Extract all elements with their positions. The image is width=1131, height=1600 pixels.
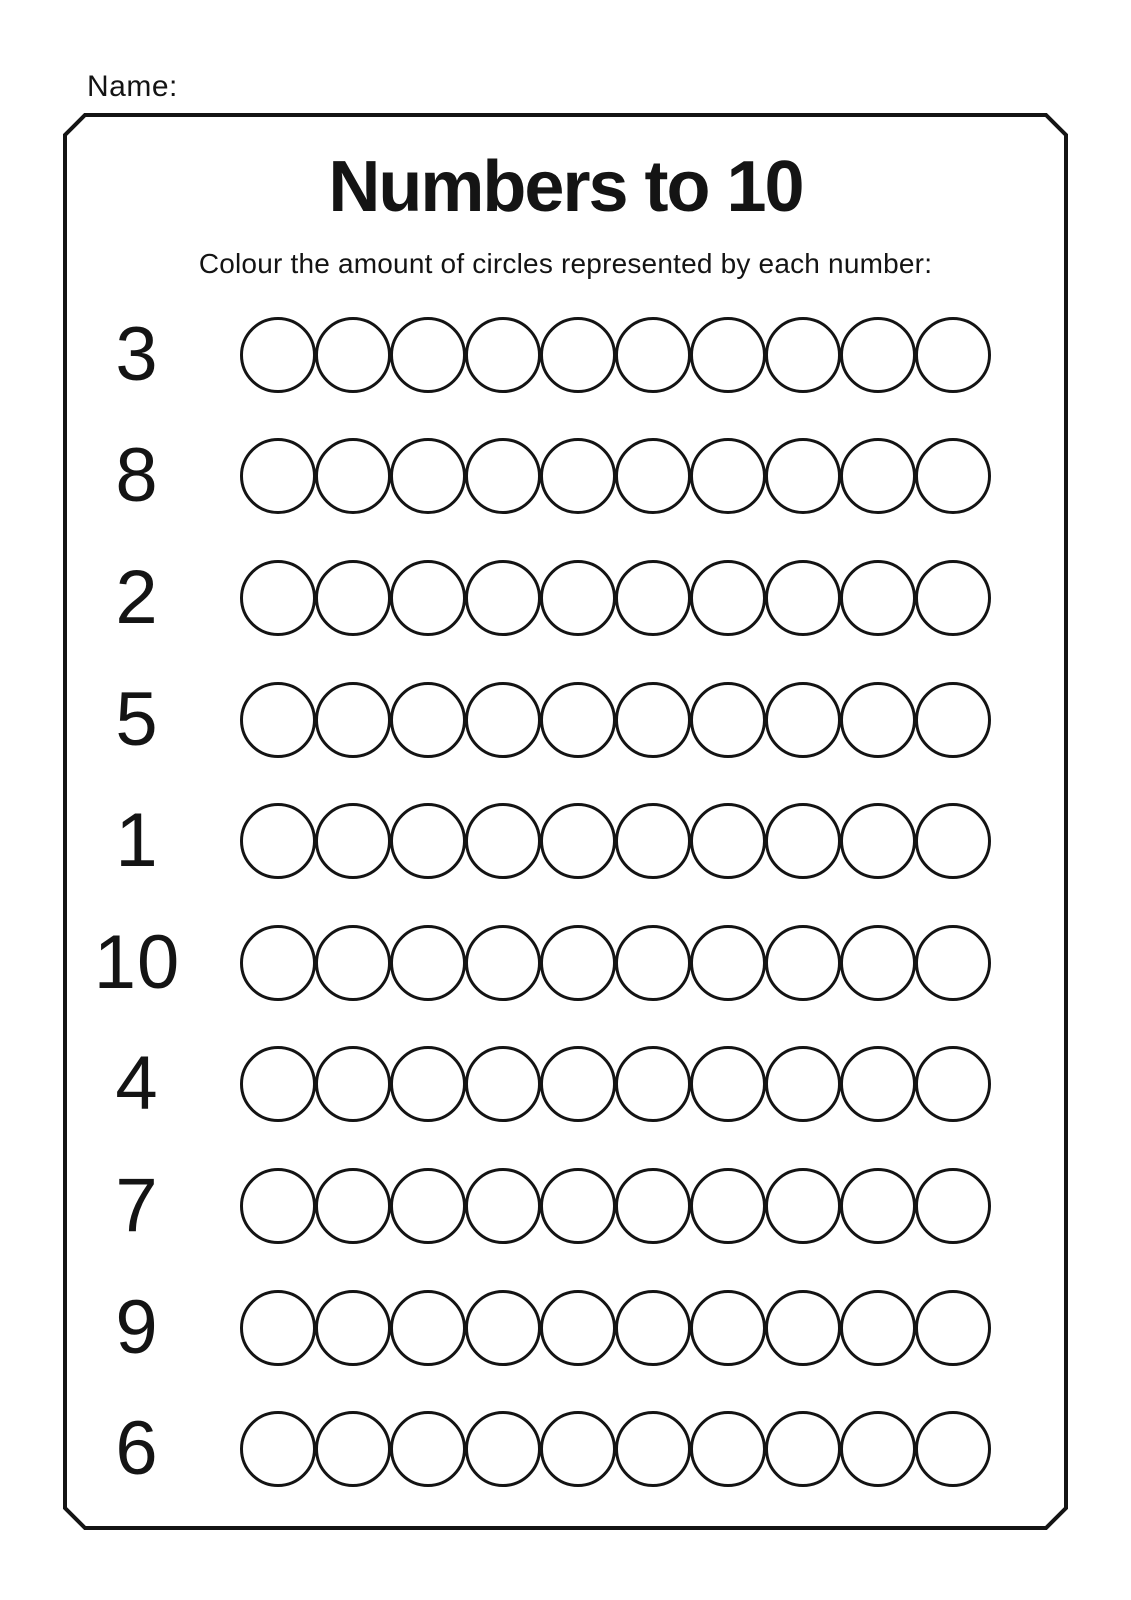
colour-circle[interactable]: [390, 1046, 466, 1122]
colour-circle[interactable]: [765, 925, 841, 1001]
colour-circle[interactable]: [390, 925, 466, 1001]
colour-circle[interactable]: [540, 682, 616, 758]
colour-circle[interactable]: [540, 803, 616, 879]
colour-circle[interactable]: [840, 1168, 916, 1244]
colour-circle[interactable]: [315, 1168, 391, 1244]
colour-circle[interactable]: [615, 560, 691, 636]
colour-circle[interactable]: [690, 1168, 766, 1244]
row-circles: [240, 1046, 991, 1122]
colour-circle[interactable]: [765, 438, 841, 514]
colour-circle[interactable]: [840, 803, 916, 879]
colour-circle[interactable]: [915, 1290, 991, 1366]
colour-circle[interactable]: [465, 925, 541, 1001]
colour-circle[interactable]: [240, 1046, 316, 1122]
colour-circle[interactable]: [240, 1411, 316, 1487]
colour-circle[interactable]: [240, 682, 316, 758]
worksheet-row: [67, 294, 1064, 416]
colour-circle[interactable]: [315, 1290, 391, 1366]
worksheet-row: [67, 780, 1064, 902]
colour-circle[interactable]: [615, 317, 691, 393]
row-number-label: 4: [115, 1041, 159, 1127]
colour-circle[interactable]: [240, 560, 316, 636]
colour-circle[interactable]: [915, 682, 991, 758]
colour-circle[interactable]: [615, 1046, 691, 1122]
colour-circle[interactable]: [840, 438, 916, 514]
colour-circle[interactable]: [840, 682, 916, 758]
worksheet-instructions: Colour the amount of circles represented by each number:: [198, 248, 933, 279]
colour-circle[interactable]: [540, 438, 616, 514]
row-circles: [240, 1168, 991, 1244]
colour-circle[interactable]: [540, 1411, 616, 1487]
colour-circle[interactable]: [765, 1168, 841, 1244]
row-number-label: 10: [93, 919, 181, 1005]
colour-circle[interactable]: [465, 317, 541, 393]
colour-circle[interactable]: [465, 1046, 541, 1122]
name-label: Name:: [87, 70, 178, 103]
colour-circle[interactable]: [765, 1046, 841, 1122]
colour-circle[interactable]: [765, 317, 841, 393]
colour-circle[interactable]: [465, 803, 541, 879]
colour-circle[interactable]: [615, 1290, 691, 1366]
colour-circle[interactable]: [540, 560, 616, 636]
colour-circle[interactable]: [690, 1290, 766, 1366]
colour-circle[interactable]: [315, 682, 391, 758]
worksheet-row: [67, 537, 1064, 659]
colour-circle[interactable]: [315, 560, 391, 636]
colour-circle[interactable]: [465, 560, 541, 636]
colour-circle[interactable]: [315, 925, 391, 1001]
worksheet-row: [67, 1145, 1064, 1267]
colour-circle[interactable]: [465, 1411, 541, 1487]
row-circles: [240, 1290, 991, 1366]
colour-circle[interactable]: [315, 317, 391, 393]
colour-circle[interactable]: [915, 438, 991, 514]
colour-circle[interactable]: [390, 1290, 466, 1366]
colour-circle[interactable]: [390, 317, 466, 393]
colour-circle[interactable]: [240, 803, 316, 879]
worksheet-frame: [63, 113, 1068, 1530]
row-circles: [240, 317, 991, 393]
colour-circle[interactable]: [465, 438, 541, 514]
colour-circle[interactable]: [465, 682, 541, 758]
colour-circle[interactable]: [615, 1168, 691, 1244]
colour-circle[interactable]: [315, 1046, 391, 1122]
colour-circle[interactable]: [540, 317, 616, 393]
colour-circle[interactable]: [240, 438, 316, 514]
row-circles: [240, 1411, 991, 1487]
worksheet-row: [67, 416, 1064, 538]
colour-circle[interactable]: [315, 438, 391, 514]
colour-circle[interactable]: [840, 1046, 916, 1122]
row-number-label: 9: [115, 1284, 159, 1370]
colour-circle[interactable]: [765, 560, 841, 636]
colour-circle[interactable]: [915, 1168, 991, 1244]
colour-circle[interactable]: [690, 925, 766, 1001]
colour-circle[interactable]: [840, 1290, 916, 1366]
colour-circle[interactable]: [540, 1290, 616, 1366]
colour-circle[interactable]: [840, 560, 916, 636]
row-number-label: 6: [115, 1406, 159, 1492]
colour-circle[interactable]: [390, 438, 466, 514]
colour-circle[interactable]: [840, 925, 916, 1001]
colour-circle[interactable]: [465, 1168, 541, 1244]
row-number-label: 8: [115, 433, 159, 519]
row-number-label: 7: [115, 1162, 159, 1248]
colour-circle[interactable]: [315, 803, 391, 879]
worksheet-title: Numbers to 10: [328, 147, 803, 227]
colour-circle[interactable]: [690, 317, 766, 393]
colour-circle[interactable]: [690, 1046, 766, 1122]
colour-circle[interactable]: [615, 925, 691, 1001]
worksheet-rows: [67, 294, 1064, 1510]
colour-circle[interactable]: [240, 925, 316, 1001]
row-circles: [240, 803, 991, 879]
row-circles: [240, 560, 991, 636]
colour-circle[interactable]: [315, 1411, 391, 1487]
colour-circle[interactable]: [690, 560, 766, 636]
colour-circle[interactable]: [765, 682, 841, 758]
worksheet-row: [67, 1267, 1064, 1389]
colour-circle[interactable]: [390, 560, 466, 636]
colour-circle[interactable]: [690, 1411, 766, 1487]
colour-circle[interactable]: [690, 682, 766, 758]
worksheet-row: [67, 902, 1064, 1024]
colour-circle[interactable]: [765, 803, 841, 879]
row-circles: [240, 438, 991, 514]
colour-circle[interactable]: [915, 1411, 991, 1487]
colour-circle[interactable]: [690, 803, 766, 879]
colour-circle[interactable]: [390, 1411, 466, 1487]
colour-circle[interactable]: [465, 1290, 541, 1366]
colour-circle[interactable]: [915, 560, 991, 636]
colour-circle[interactable]: [840, 317, 916, 393]
colour-circle[interactable]: [615, 803, 691, 879]
colour-circle[interactable]: [240, 1168, 316, 1244]
row-number-label: 1: [115, 798, 159, 884]
colour-circle[interactable]: [915, 1046, 991, 1122]
colour-circle[interactable]: [765, 1290, 841, 1366]
colour-circle[interactable]: [240, 1290, 316, 1366]
colour-circle[interactable]: [540, 1046, 616, 1122]
colour-circle[interactable]: [915, 317, 991, 393]
colour-circle[interactable]: [915, 925, 991, 1001]
colour-circle[interactable]: [915, 803, 991, 879]
colour-circle[interactable]: [690, 438, 766, 514]
colour-circle[interactable]: [840, 1411, 916, 1487]
row-circles: [240, 682, 991, 758]
row-number-label: 2: [115, 554, 159, 640]
colour-circle[interactable]: [615, 438, 691, 514]
row-number-label: 3: [115, 311, 159, 397]
row-number-label: 5: [115, 676, 159, 762]
colour-circle[interactable]: [540, 925, 616, 1001]
row-circles: [240, 925, 991, 1001]
worksheet-row: [67, 1388, 1064, 1510]
colour-circle[interactable]: [390, 1168, 466, 1244]
colour-circle[interactable]: [615, 1411, 691, 1487]
colour-circle[interactable]: [615, 682, 691, 758]
worksheet-row: [67, 659, 1064, 781]
colour-circle[interactable]: [390, 682, 466, 758]
colour-circle[interactable]: [390, 803, 466, 879]
colour-circle[interactable]: [765, 1411, 841, 1487]
colour-circle[interactable]: [240, 317, 316, 393]
worksheet-row: [67, 1024, 1064, 1146]
colour-circle[interactable]: [540, 1168, 616, 1244]
